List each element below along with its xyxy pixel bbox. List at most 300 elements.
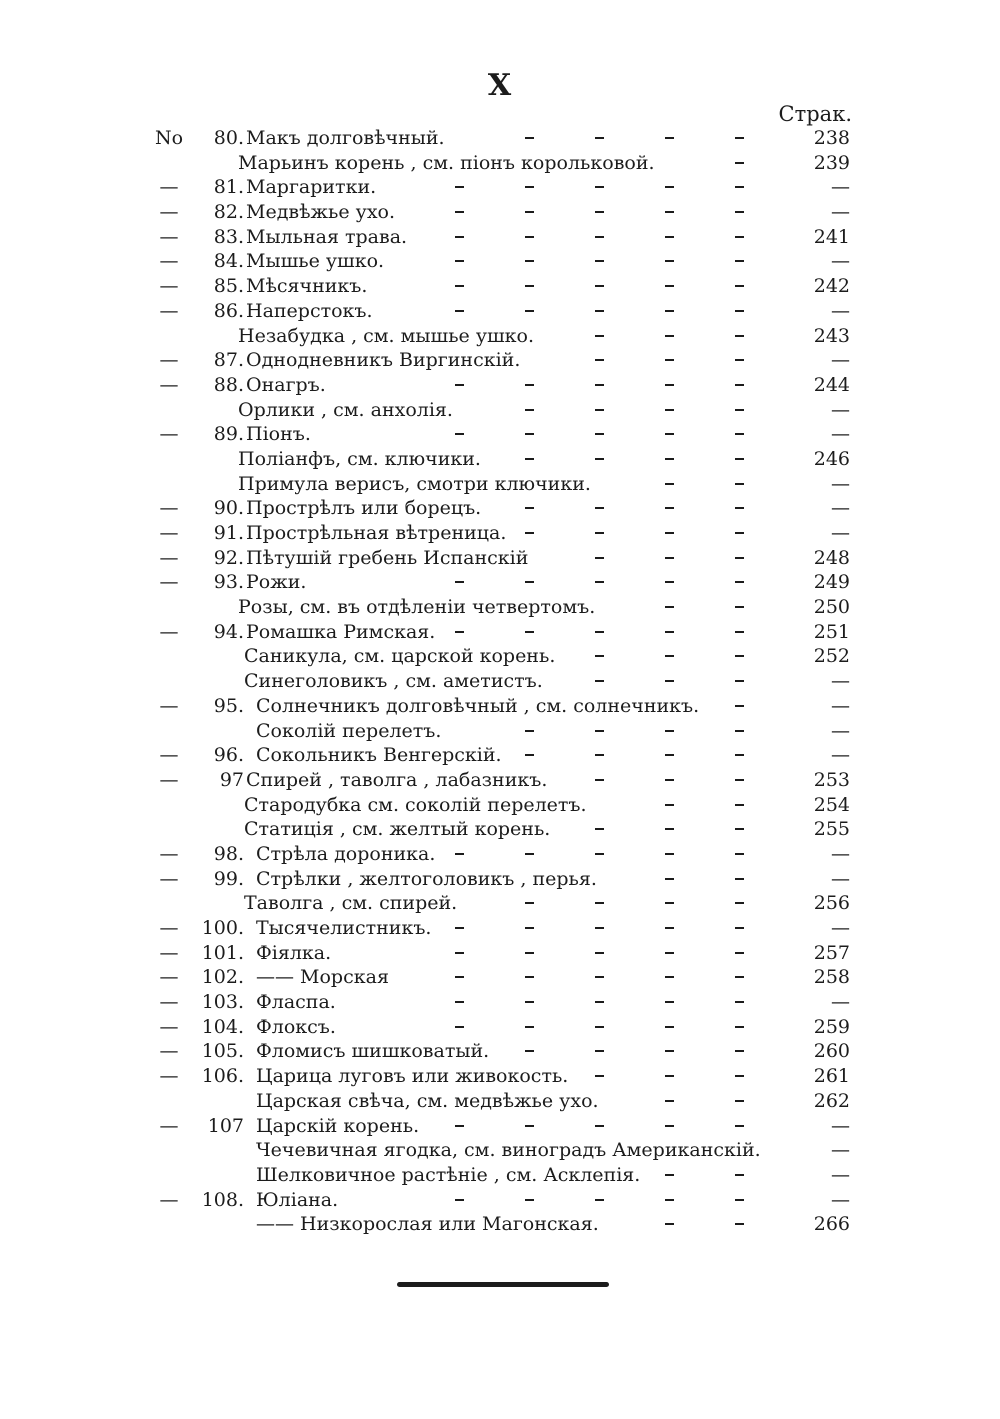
entry-page: 241 (813, 225, 850, 248)
page-number: X (487, 68, 513, 103)
entry-mark: — (159, 522, 179, 544)
entry-title: Царица луговъ или живокость. (256, 1065, 569, 1088)
leader-dash (735, 952, 744, 954)
leader-dash (595, 779, 604, 781)
leader-dash (595, 828, 604, 830)
leader-dash (665, 1050, 674, 1052)
entry-page: 253 (813, 768, 850, 791)
index-entry (0, 595, 1000, 620)
index-entry (0, 817, 1000, 842)
entry-mark: — (159, 546, 179, 569)
entry-title: Таволга , см. спирей. (244, 892, 458, 915)
leader-dash (735, 137, 744, 139)
entry-number: 88. (213, 373, 244, 396)
entry-title: Стародубка см. соколій перелетъ. (244, 793, 587, 816)
entry-number: 104. (201, 1015, 244, 1038)
leader-dash (735, 927, 744, 929)
leader-dash (735, 1026, 744, 1028)
entry-page: — (831, 522, 850, 544)
leader-dash (525, 433, 534, 435)
entry-page: — (831, 250, 850, 273)
leader-dash (595, 754, 604, 756)
entry-title: Мѣсячникъ. (246, 275, 368, 298)
leader-dash (735, 285, 744, 287)
index-entry (0, 299, 1000, 324)
leader-dash (665, 878, 674, 880)
entry-mark: — (159, 768, 179, 791)
entry-title: Стрѣла дороника. (256, 842, 436, 865)
leader-dash (595, 236, 604, 238)
index-entry (0, 867, 1000, 892)
index-entry (0, 1212, 1000, 1237)
leader-dash (735, 804, 744, 806)
entry-page: 266 (813, 1213, 850, 1236)
entry-page: — (831, 1163, 850, 1186)
entry-title: Онагръ. (246, 373, 326, 396)
entry-number: 97 (219, 768, 244, 791)
leader-dash (595, 1001, 604, 1003)
leader-dash (455, 186, 464, 188)
leader-dash (665, 557, 674, 559)
leader-dash (595, 1075, 604, 1077)
index-entry (0, 472, 1000, 497)
entry-page: 239 (813, 151, 850, 174)
leader-dash (735, 705, 744, 707)
leader-dash (665, 335, 674, 337)
entry-title: Орлики , см. анхолія. (238, 398, 453, 421)
leader-dash (525, 1199, 534, 1201)
leader-dash (595, 137, 604, 139)
entry-page: — (831, 299, 850, 322)
entry-page: — (831, 694, 850, 717)
index-entry (0, 620, 1000, 645)
leader-dash (455, 285, 464, 287)
entry-title: Юліана. (256, 1188, 339, 1211)
entry-title: Синеголовикъ , см. аметистъ. (244, 670, 543, 693)
leader-dash (735, 335, 744, 337)
entry-number: 87. (213, 349, 244, 372)
entry-page: 262 (813, 1089, 850, 1112)
index-entry (0, 793, 1000, 818)
index-entry (0, 151, 1000, 176)
entry-page: 242 (813, 275, 850, 298)
leader-dash (735, 1125, 744, 1127)
leader-dash (595, 952, 604, 954)
entry-page: 250 (813, 596, 850, 619)
leader-dash (665, 853, 674, 855)
leader-dash (665, 952, 674, 954)
leader-dash (665, 631, 674, 633)
leader-dash (735, 902, 744, 904)
leader-dash (735, 1001, 744, 1003)
leader-dash (735, 384, 744, 386)
leader-dash (525, 1001, 534, 1003)
leader-dash (665, 1100, 674, 1102)
entry-page: — (831, 423, 850, 446)
leader-dash (525, 532, 534, 534)
leader-dash (455, 1125, 464, 1127)
leader-dash (735, 1174, 744, 1176)
entry-number: 101. (201, 941, 244, 964)
entry-mark: — (159, 991, 179, 1014)
leader-dash (595, 631, 604, 633)
leader-dash (665, 1075, 674, 1077)
leader-dash (735, 211, 744, 213)
leader-dash (665, 409, 674, 411)
index-entry (0, 570, 1000, 595)
entry-mark: — (159, 225, 179, 248)
leader-dash (665, 186, 674, 188)
leader-dash (525, 384, 534, 386)
leader-dash (665, 1001, 674, 1003)
end-rule (397, 1282, 609, 1287)
entry-mark: — (159, 1040, 179, 1063)
entry-mark: — (159, 497, 179, 520)
leader-dash (665, 828, 674, 830)
leader-dash (665, 976, 674, 978)
entry-page: — (831, 744, 850, 767)
leader-dash (595, 1050, 604, 1052)
leader-dash (525, 952, 534, 954)
entry-mark: — (159, 966, 179, 989)
entry-number: 98. (213, 842, 244, 865)
entry-title: Медвѣжье ухо. (246, 201, 396, 224)
entry-mark: — (159, 620, 179, 643)
index-entry (0, 669, 1000, 694)
leader-dash (665, 680, 674, 682)
entry-title: Царскій корень. (256, 1114, 420, 1137)
entry-mark: — (159, 744, 179, 767)
index-entry (0, 965, 1000, 990)
entry-title: Маргаритки. (246, 176, 377, 199)
leader-dash (525, 581, 534, 583)
index-entry (0, 546, 1000, 571)
entry-title: Поліанфъ, см. ключики. (238, 447, 481, 470)
leader-dash (525, 211, 534, 213)
entry-page: 260 (813, 1040, 850, 1063)
leader-dash (735, 162, 744, 164)
entry-number: 100. (201, 917, 244, 939)
index-entry (0, 447, 1000, 472)
entry-page: — (831, 719, 850, 742)
index-entry (0, 496, 1000, 521)
leader-dash (525, 754, 534, 756)
leader-dash (665, 260, 674, 262)
leader-dash (735, 878, 744, 880)
entry-number: 82. (213, 201, 244, 224)
index-entry (0, 1114, 1000, 1139)
leader-dash (595, 433, 604, 435)
leader-dash (455, 211, 464, 213)
leader-dash (665, 606, 674, 608)
entry-title: Стрѣлки , желтоголовикъ , перья. (256, 867, 597, 890)
entry-mark: — (159, 1188, 179, 1211)
leader-dash (595, 1199, 604, 1201)
leader-dash (665, 779, 674, 781)
leader-dash (665, 359, 674, 361)
leader-dash (595, 902, 604, 904)
entry-title: Розы, см. въ отдѣленіи четвертомъ. (238, 596, 596, 619)
entry-page: — (831, 991, 850, 1014)
entry-page: 252 (813, 645, 850, 668)
entry-mark: — (159, 867, 179, 890)
index-entry (0, 1064, 1000, 1089)
entry-number: 93. (213, 571, 244, 594)
leader-dash (595, 976, 604, 978)
entry-page: — (831, 472, 850, 495)
leader-dash (665, 804, 674, 806)
entry-number: 107 (207, 1114, 244, 1137)
index-entry (0, 274, 1000, 299)
leader-dash (735, 1199, 744, 1201)
entry-title: Ромашка Римская. (246, 620, 436, 643)
entry-mark: — (159, 349, 179, 372)
entry-title: Пѣтушій гребень Испанскій (246, 546, 529, 569)
entry-title: Саникула, см. царской корень. (244, 645, 556, 668)
entry-page: 258 (813, 966, 850, 989)
entry-page: — (831, 176, 850, 199)
leader-dash (735, 976, 744, 978)
entry-mark: — (159, 917, 179, 939)
entry-mark: — (159, 201, 179, 224)
entry-number: 106. (201, 1065, 244, 1088)
leader-dash (595, 310, 604, 312)
entry-number: 95. (213, 694, 244, 717)
entry-mark: — (159, 373, 179, 396)
leader-dash (735, 1100, 744, 1102)
leader-dash (455, 384, 464, 386)
leader-dash (735, 828, 744, 830)
leader-dash (665, 483, 674, 485)
entry-title: Наперстокъ. (246, 299, 373, 322)
leader-dash (735, 779, 744, 781)
entry-page: 259 (813, 1015, 850, 1038)
entry-page: — (831, 201, 850, 224)
leader-dash (735, 581, 744, 583)
leader-dash (525, 1026, 534, 1028)
leader-dash (665, 1199, 674, 1201)
entry-number: 103. (201, 991, 244, 1014)
leader-dash (735, 754, 744, 756)
leader-dash (595, 655, 604, 657)
entry-title: Статиція , см. желтый корень. (244, 818, 551, 841)
leader-dash (595, 853, 604, 855)
index-entry (0, 348, 1000, 373)
entry-page: — (831, 867, 850, 890)
leader-dash (665, 458, 674, 460)
leader-dash (735, 186, 744, 188)
entry-title: Прострѣлъ или борецъ. (246, 497, 482, 520)
index-entry (0, 1039, 1000, 1064)
leader-dash (595, 581, 604, 583)
leader-dash (735, 1050, 744, 1052)
leader-dash (665, 902, 674, 904)
leader-dash (595, 507, 604, 509)
entry-mark: No (154, 127, 184, 149)
leader-dash (595, 409, 604, 411)
entry-number: 86. (213, 299, 244, 322)
entry-mark: — (159, 941, 179, 964)
leader-dash (525, 310, 534, 312)
entry-title: Шелковичное растѣніе , см. Асклепія. (256, 1163, 641, 1186)
leader-dash (595, 458, 604, 460)
entry-mark: — (159, 176, 179, 199)
leader-dash (525, 458, 534, 460)
entry-number: 108. (201, 1188, 244, 1211)
entry-number: 89. (213, 423, 244, 446)
leader-dash (735, 631, 744, 633)
entry-page: 254 (813, 793, 850, 816)
entry-title: Спирей , таволга , лабазникъ. (246, 768, 548, 791)
entry-title: Царская свѣча, см. медвѣжье ухо. (256, 1089, 599, 1112)
leader-dash (735, 433, 744, 435)
leader-dash (525, 1050, 534, 1052)
index-entry (0, 1089, 1000, 1114)
entry-title: Рожи. (246, 571, 307, 594)
leader-dash (455, 976, 464, 978)
entry-page: 249 (813, 571, 850, 594)
leader-dash (595, 211, 604, 213)
leader-dash (665, 927, 674, 929)
entry-title: Солнечникъ долговѣчный , см. солнечникъ. (256, 694, 700, 717)
entry-page: — (831, 349, 850, 372)
leader-dash (735, 1075, 744, 1077)
page-column-header: Страк. (778, 102, 852, 126)
entry-title: Однодневникъ Виргинскій. (246, 349, 521, 372)
entry-title: Макъ долговѣчный. (246, 127, 445, 149)
entry-number: 81. (213, 176, 244, 199)
leader-dash (455, 1001, 464, 1003)
entry-title: Мыльная трава. (246, 225, 408, 248)
entry-number: 96. (213, 744, 244, 767)
entry-number: 85. (213, 275, 244, 298)
leader-dash (735, 853, 744, 855)
leader-dash (595, 359, 604, 361)
leader-dash (525, 976, 534, 978)
leader-dash (455, 952, 464, 954)
entry-mark: — (159, 1114, 179, 1137)
leader-dash (525, 186, 534, 188)
leader-dash (735, 730, 744, 732)
leader-dash (735, 532, 744, 534)
entry-mark: — (159, 299, 179, 322)
leader-dash (595, 1026, 604, 1028)
leader-dash (665, 730, 674, 732)
leader-dash (735, 236, 744, 238)
entry-number: 83. (213, 225, 244, 248)
index-entry (0, 1188, 1000, 1213)
index-entry (0, 398, 1000, 423)
leader-dash (735, 310, 744, 312)
entry-page: 243 (813, 324, 850, 347)
entry-page: — (831, 497, 850, 520)
leader-dash (665, 532, 674, 534)
leader-dash (525, 730, 534, 732)
index-entry (0, 891, 1000, 916)
index-entry (0, 521, 1000, 546)
entry-number: 99. (213, 867, 244, 890)
leader-dash (665, 137, 674, 139)
entry-page: — (831, 1188, 850, 1211)
leader-dash (525, 927, 534, 929)
entry-mark: — (159, 571, 179, 594)
entry-title: Соколій перелетъ. (256, 719, 442, 742)
entry-mark: — (159, 694, 179, 717)
leader-dash (665, 581, 674, 583)
entry-page: 257 (813, 941, 850, 964)
leader-dash (595, 557, 604, 559)
entry-title: Фласпа. (256, 991, 336, 1014)
leader-dash (735, 680, 744, 682)
entry-title: Піонъ. (246, 423, 311, 446)
leader-dash (735, 409, 744, 411)
leader-dash (735, 557, 744, 559)
leader-dash (525, 260, 534, 262)
index-entry (0, 175, 1000, 200)
entry-title: Примула верисъ, смотри ключики. (238, 472, 591, 495)
leader-dash (595, 285, 604, 287)
entry-title: Тысячелистникъ. (256, 917, 432, 939)
entry-number: 90. (213, 497, 244, 520)
leader-dash (665, 1174, 674, 1176)
leader-dash (735, 260, 744, 262)
leader-dash (735, 483, 744, 485)
entry-page: 251 (813, 620, 850, 643)
leader-dash (665, 655, 674, 657)
entry-title: Прострѣльная вѣтреница. (246, 522, 507, 544)
leader-dash (735, 655, 744, 657)
index-entry (0, 768, 1000, 793)
leader-dash (595, 260, 604, 262)
entry-page: 246 (813, 447, 850, 470)
leader-dash (595, 335, 604, 337)
leader-dash (665, 236, 674, 238)
index-entry (0, 1138, 1000, 1163)
entry-page: 248 (813, 546, 850, 569)
index-entry (0, 916, 1000, 941)
entry-title: Сокольникъ Венгерскій. (256, 744, 502, 767)
entry-page: 255 (813, 818, 850, 841)
leader-dash (525, 1125, 534, 1127)
entry-mark: — (159, 1065, 179, 1088)
entry-page: 256 (813, 892, 850, 915)
entry-page: 244 (813, 373, 850, 396)
leader-dash (455, 853, 464, 855)
leader-dash (735, 359, 744, 361)
leader-dash (455, 236, 464, 238)
index-entry (0, 941, 1000, 966)
leader-dash (525, 631, 534, 633)
leader-dash (595, 730, 604, 732)
entry-title: Марьинъ корень , см. піонъ корольковой. (238, 151, 655, 174)
leader-dash (525, 285, 534, 287)
leader-dash (665, 507, 674, 509)
entry-title: —— Морская (256, 966, 389, 989)
index-list (0, 126, 1000, 1237)
leader-dash (595, 384, 604, 386)
leader-dash (455, 1026, 464, 1028)
leader-dash (735, 507, 744, 509)
leader-dash (525, 507, 534, 509)
entry-mark: — (159, 842, 179, 865)
leader-dash (735, 1223, 744, 1225)
leader-dash (665, 384, 674, 386)
leader-dash (595, 927, 604, 929)
entry-number: 94. (213, 620, 244, 643)
entry-mark: — (159, 250, 179, 273)
leader-dash (595, 186, 604, 188)
entry-page: — (831, 917, 850, 939)
